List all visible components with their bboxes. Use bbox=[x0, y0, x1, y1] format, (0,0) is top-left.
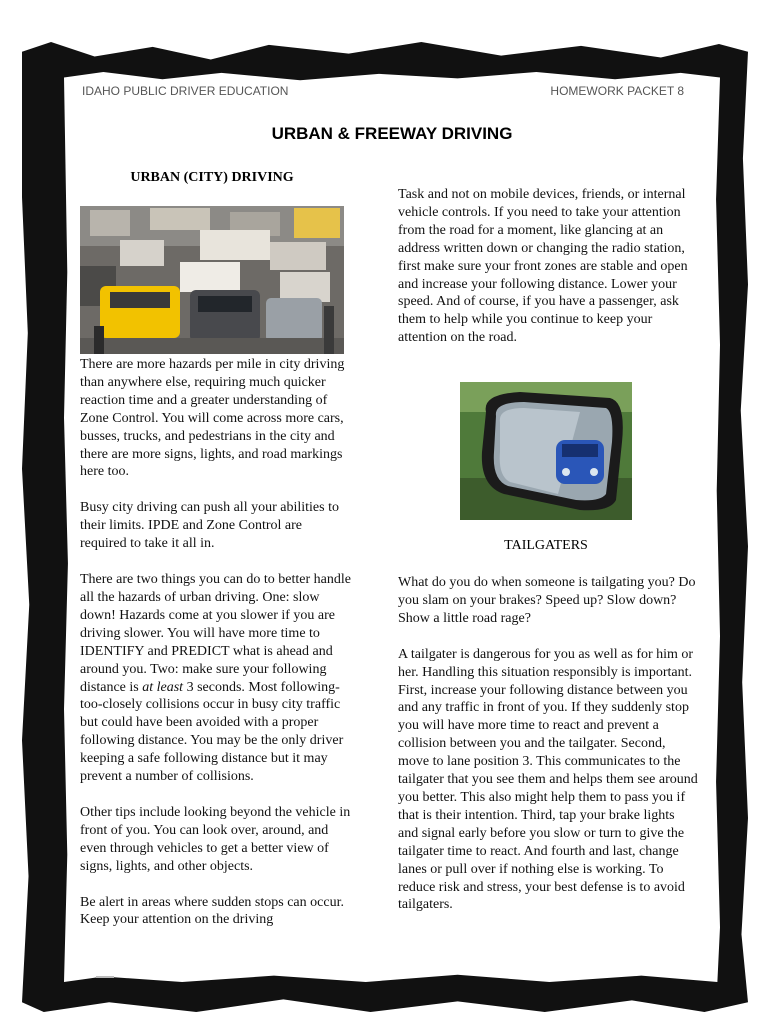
tailgaters-column bbox=[398, 574, 698, 932]
side-mirror-tailgater-photo bbox=[460, 382, 632, 520]
urban-paragraph-1: There are more hazards per mile in city driving than anywhere else, requiring much quicker reaction time and a greater understanding of Zone Control. You will come across more cars, busses, trucks, and pedestrians in the city and there are more signs, lights, and road markings here too. bbox=[80, 357, 345, 480]
city-traffic-photo bbox=[80, 206, 344, 354]
urban-column bbox=[80, 356, 352, 947]
urban-heading: URBAN (CITY) DRIVING bbox=[130, 170, 294, 185]
header-right: HOMEWORK PACKET 8 bbox=[550, 84, 684, 98]
tailgaters-heading: TAILGATERS bbox=[504, 538, 588, 553]
urban-paragraph-5: Be alert in areas where sudden stops can occur. Keep your attention on the driving bbox=[80, 894, 344, 928]
header-left: IDAHO PUBLIC DRIVER EDUCATION bbox=[82, 84, 289, 98]
page-title: URBAN & FREEWAY DRIVING bbox=[271, 124, 513, 143]
right-column-top bbox=[398, 186, 698, 365]
urban-paragraph-3: There are two things you can do to better handle all the hazards of urban driving. One: slow down! Hazards come at you slower if you are driving slower. You will have more time to IDENTIFY and PREDICT what is ahead and around you. Two: make sure your following distance is at least 3 seconds. Most following-too-closely collisions occur in busy city traffic but could have been avoided with a proper following distance. You may be the only driver keeping a safe following distance but it may prevent a number of collisions. bbox=[80, 572, 351, 785]
tailgaters-paragraph-1: What do you do when someone is tailgating you? Do you slam on your brakes? Speed up? Slow down? Show a little road rage? bbox=[398, 575, 696, 626]
urban-paragraph-4: Other tips include looking beyond the vehicle in front of you. You can look over, around, and even through vehicles to get a better view of signs, lights, and other objects. bbox=[80, 804, 351, 874]
footer-mark bbox=[96, 976, 114, 978]
urban-paragraph-2: Busy city driving can push all your abilities to their limits. IPDE and Zone Control are required to take it all in. bbox=[80, 500, 339, 552]
tailgaters-paragraph-2: A tailgater is dangerous for you as well as for him or her. Handling this situation responsibly is important. First, increase your following distance between you and any traffic in front of you. If they suddenly stop you will have more time to react and prevent a collision between you and the tailgater. Second, move to lane position 3. This communicates to the tailgater that you see them and helps them see around you better. This also might help them to pass you if that is their intention. Third, tap your brake lights and signal early before you slow or turn to give the tailgater time to react. And fourth and last, change lanes or pull over if nothing else is working. To reduce risk and stress, your best defense is to avoid tailgaters. bbox=[398, 646, 698, 913]
continued-paragraph: Task and not on mobile devices, friends, or internal vehicle controls. If you need to take your attention from the road for a moment, like glancing at an address written down or changing the radio station, first make sure your front zones are stable and open and increase your following distance. Lower your speed. And of course, if you have a passenger, ask them to help while you continue to keep your attention on the road. bbox=[398, 187, 688, 346]
